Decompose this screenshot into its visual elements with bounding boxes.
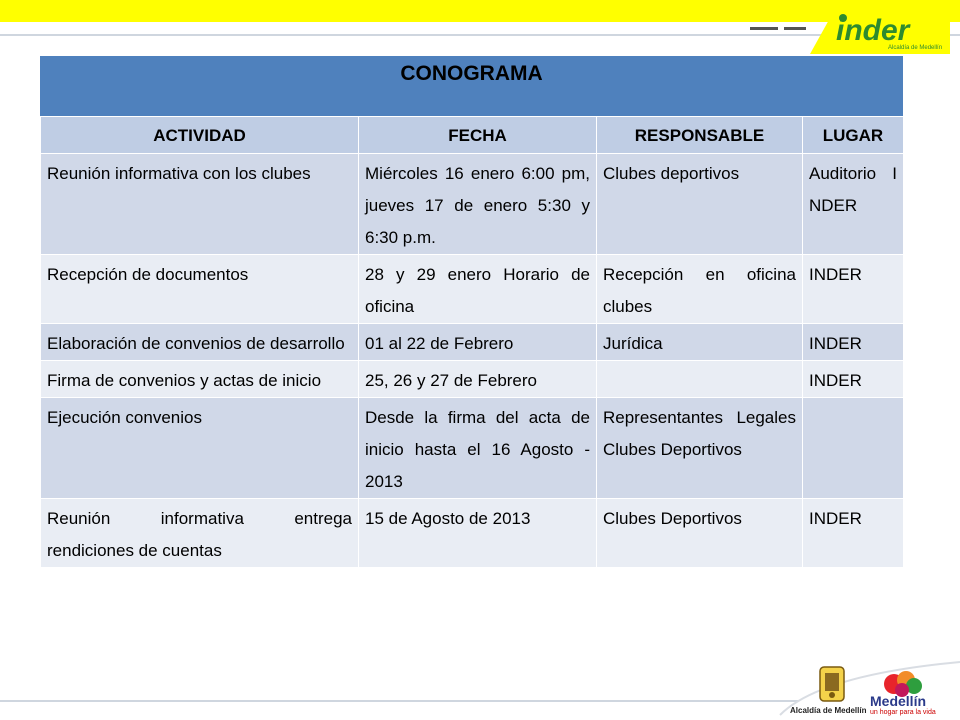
cell-lugar: INDER: [803, 499, 904, 568]
column-header-lugar: LUGAR: [803, 117, 904, 154]
page-title: CONOGRAMA: [400, 62, 543, 85]
schedule-table: [40, 116, 904, 568]
column-header-responsable: RESPONSABLE: [597, 117, 803, 154]
cell-actividad: Reunión informativa con los clubes: [41, 154, 359, 255]
inder-logo-text: inder: [836, 14, 910, 47]
cell-lugar: INDER: [803, 361, 904, 398]
cell-fecha: Desde la firma del acta de inicio hasta el 16 Agosto - 2013: [359, 398, 597, 499]
cell-fecha: 25, 26 y 27 de Febrero: [359, 361, 597, 398]
cell-fecha: 15 de Agosto de 2013: [359, 499, 597, 568]
cell-lugar: [803, 398, 904, 499]
column-header-fecha: FECHA: [359, 117, 597, 154]
table-title-bar: [40, 56, 903, 116]
alcaldia-label: Alcaldía de Medellín: [790, 706, 867, 715]
medellin-slogan: un hogar para la vida: [870, 709, 936, 716]
table-row: [41, 361, 904, 398]
table-row: [41, 499, 904, 568]
inder-logo: [810, 4, 950, 54]
decorative-dashes: [750, 27, 810, 30]
cell-responsable: Recepción en oficina clubes: [597, 255, 803, 324]
medellin-label: Medellín: [870, 693, 927, 709]
table-row: [41, 324, 904, 361]
cell-actividad: Firma de convenios y actas de inicio: [41, 361, 359, 398]
cell-responsable: Clubes deportivos: [597, 154, 803, 255]
table-row: [41, 398, 904, 499]
cell-fecha: 01 al 22 de Febrero: [359, 324, 597, 361]
alcaldia-seal-icon: [812, 665, 852, 705]
cell-fecha: Miércoles 16 enero 6:00 pm, jueves 17 de enero 5:30 y 6:30 p.m.: [359, 154, 597, 255]
cell-actividad: Elaboración de convenios de desarrollo: [41, 324, 359, 361]
table-row: [41, 255, 904, 324]
cell-responsable: Jurídica: [597, 324, 803, 361]
column-header-actividad: ACTIVIDAD: [41, 117, 359, 154]
cell-lugar: INDER: [803, 324, 904, 361]
cell-lugar: INDER: [803, 255, 904, 324]
table-row: [41, 154, 904, 255]
cell-responsable: Clubes Deportivos: [597, 499, 803, 568]
inder-logo-subtitle: Alcaldía de Medellín: [888, 45, 943, 51]
cell-fecha: 28 y 29 enero Horario de oficina: [359, 255, 597, 324]
cell-responsable: [597, 361, 803, 398]
cell-actividad: Reunión informativa entrega rendiciones de cuentas: [41, 499, 359, 568]
cell-actividad: Recepción de documentos: [41, 255, 359, 324]
cell-actividad: Ejecución convenios: [41, 398, 359, 499]
cell-lugar: Auditorio INDER: [803, 154, 904, 255]
cell-responsable: Representantes Legales Clubes Deportivos: [597, 398, 803, 499]
table-header-row: [41, 117, 904, 154]
